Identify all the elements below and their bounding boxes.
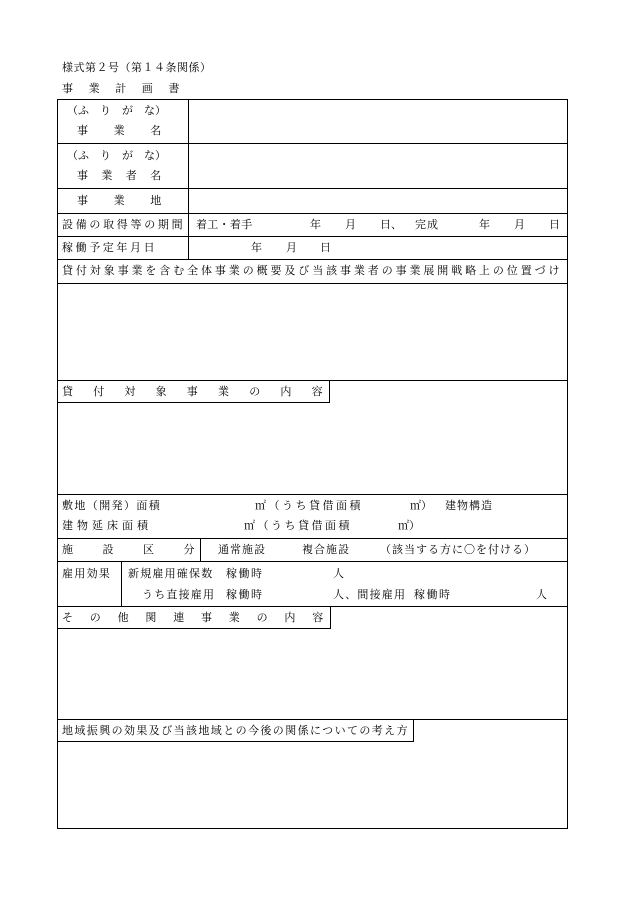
facility-option-normal: 通常施設 bbox=[218, 543, 266, 556]
floor-area-close-unit: ㎡） bbox=[398, 519, 420, 532]
operation-date-label-cell bbox=[57, 236, 188, 259]
indirect-hire-operation-label: 稼働時 bbox=[414, 588, 452, 601]
facility-category-label: 施 設 区 分 bbox=[62, 543, 197, 556]
acquisition-period-label: 設備の取得等の期間 bbox=[62, 218, 186, 231]
construction-start-label: 着工・着手 bbox=[196, 218, 253, 231]
regional-effect-section bbox=[57, 719, 568, 829]
overall-overview-divider bbox=[57, 283, 568, 284]
direct-hire-label: うち直接雇用 bbox=[142, 588, 216, 601]
operation-date-row bbox=[57, 236, 568, 259]
operator-name-label: 事 業 者 名 bbox=[77, 169, 163, 182]
overall-overview-section bbox=[57, 259, 568, 380]
acquisition-period-label-cell bbox=[57, 213, 188, 236]
floor-area-lease-unit: ㎡（うち貸借面積 bbox=[244, 519, 352, 532]
operation-date-value-cell bbox=[188, 236, 568, 259]
start-day-unit: 日、 bbox=[380, 218, 402, 231]
form-number: 様式第２号（第１４条関係） bbox=[62, 61, 212, 74]
acquisition-period-value-cell bbox=[188, 213, 568, 236]
operation-day-unit: 日 bbox=[320, 241, 331, 254]
site-area-lease-unit: ㎡（うち貸借面積 bbox=[255, 499, 363, 512]
facility-category-row bbox=[57, 538, 568, 561]
area-row bbox=[57, 494, 568, 538]
employment-effect-label-cell bbox=[57, 561, 121, 606]
other-related-heading: そ の 他 関 連 事 業 の 内 容 bbox=[62, 611, 327, 624]
other-related-section bbox=[57, 606, 568, 719]
end-day-unit: 日 bbox=[549, 218, 560, 231]
new-hire-person-unit: 人 bbox=[333, 567, 344, 580]
direct-hire-operation-label: 稼働時 bbox=[226, 588, 264, 601]
form-title: 事 業 計 画 書 bbox=[62, 82, 182, 95]
new-hire-label: 新規雇用確保数 bbox=[128, 567, 214, 580]
business-location-row bbox=[57, 188, 568, 213]
operation-year-unit: 年 bbox=[251, 241, 262, 254]
business-name-label: 事 業 名 bbox=[77, 124, 163, 137]
indirect-hire-label: 人、間接雇用 bbox=[333, 588, 407, 601]
facility-category-value-cell bbox=[200, 538, 568, 561]
end-month-unit: 月 bbox=[514, 218, 525, 231]
facility-category-instruction: （該当する方に〇を付ける） bbox=[380, 543, 536, 556]
end-year-unit: 年 bbox=[479, 218, 490, 231]
operator-name-value-cell bbox=[188, 143, 568, 188]
loan-target-section bbox=[57, 380, 568, 494]
other-related-heading-box bbox=[57, 606, 331, 629]
building-structure-label: 建物構造 bbox=[445, 499, 493, 512]
business-name-value-cell bbox=[188, 99, 568, 143]
site-area-close-unit: ㎡） bbox=[410, 499, 432, 512]
business-name-furigana-label: （ふ り が な） bbox=[67, 104, 166, 117]
new-hire-operation-label: 稼働時 bbox=[226, 567, 264, 580]
site-area-label: 敷地（開発）面積 bbox=[62, 499, 162, 512]
start-month-unit: 月 bbox=[345, 218, 356, 231]
overall-overview-heading: 貸付対象事業を含む全体事業の概要及び当該事業者の事業展開戦略上の位置づけ bbox=[62, 264, 563, 277]
business-name-label-cell bbox=[57, 99, 188, 143]
business-name-row bbox=[57, 99, 568, 143]
operator-name-label-cell bbox=[57, 143, 188, 188]
loan-target-heading: 貸 付 対 象 事 業 の 内 容 bbox=[62, 385, 328, 398]
loan-target-heading-box bbox=[57, 380, 330, 403]
business-location-value-cell bbox=[188, 188, 568, 213]
regional-effect-heading-box bbox=[57, 719, 414, 742]
employment-effect-value-cell bbox=[121, 561, 568, 606]
completion-label: 完成 bbox=[415, 218, 439, 231]
acquisition-period-row bbox=[57, 213, 568, 236]
indirect-hire-person-unit: 人 bbox=[536, 588, 547, 601]
business-location-label-cell bbox=[57, 188, 188, 213]
employment-effect-label: 雇用効果 bbox=[62, 567, 112, 580]
business-plan-form bbox=[57, 99, 568, 829]
employment-effect-row bbox=[57, 561, 568, 606]
regional-effect-heading: 地域振興の効果及び当該地域との今後の関係についての考え方 bbox=[62, 724, 409, 737]
facility-category-label-cell bbox=[57, 538, 200, 561]
operator-name-row bbox=[57, 143, 568, 188]
business-location-label: 事 業 地 bbox=[77, 194, 163, 207]
operation-date-label: 稼働予定年月日 bbox=[62, 241, 158, 254]
facility-option-composite: 複合施設 bbox=[302, 543, 350, 556]
operator-name-furigana-label: （ふ り が な） bbox=[67, 149, 166, 162]
floor-area-label: 建物延床面積 bbox=[62, 519, 152, 532]
start-year-unit: 年 bbox=[310, 218, 321, 231]
operation-month-unit: 月 bbox=[286, 241, 297, 254]
